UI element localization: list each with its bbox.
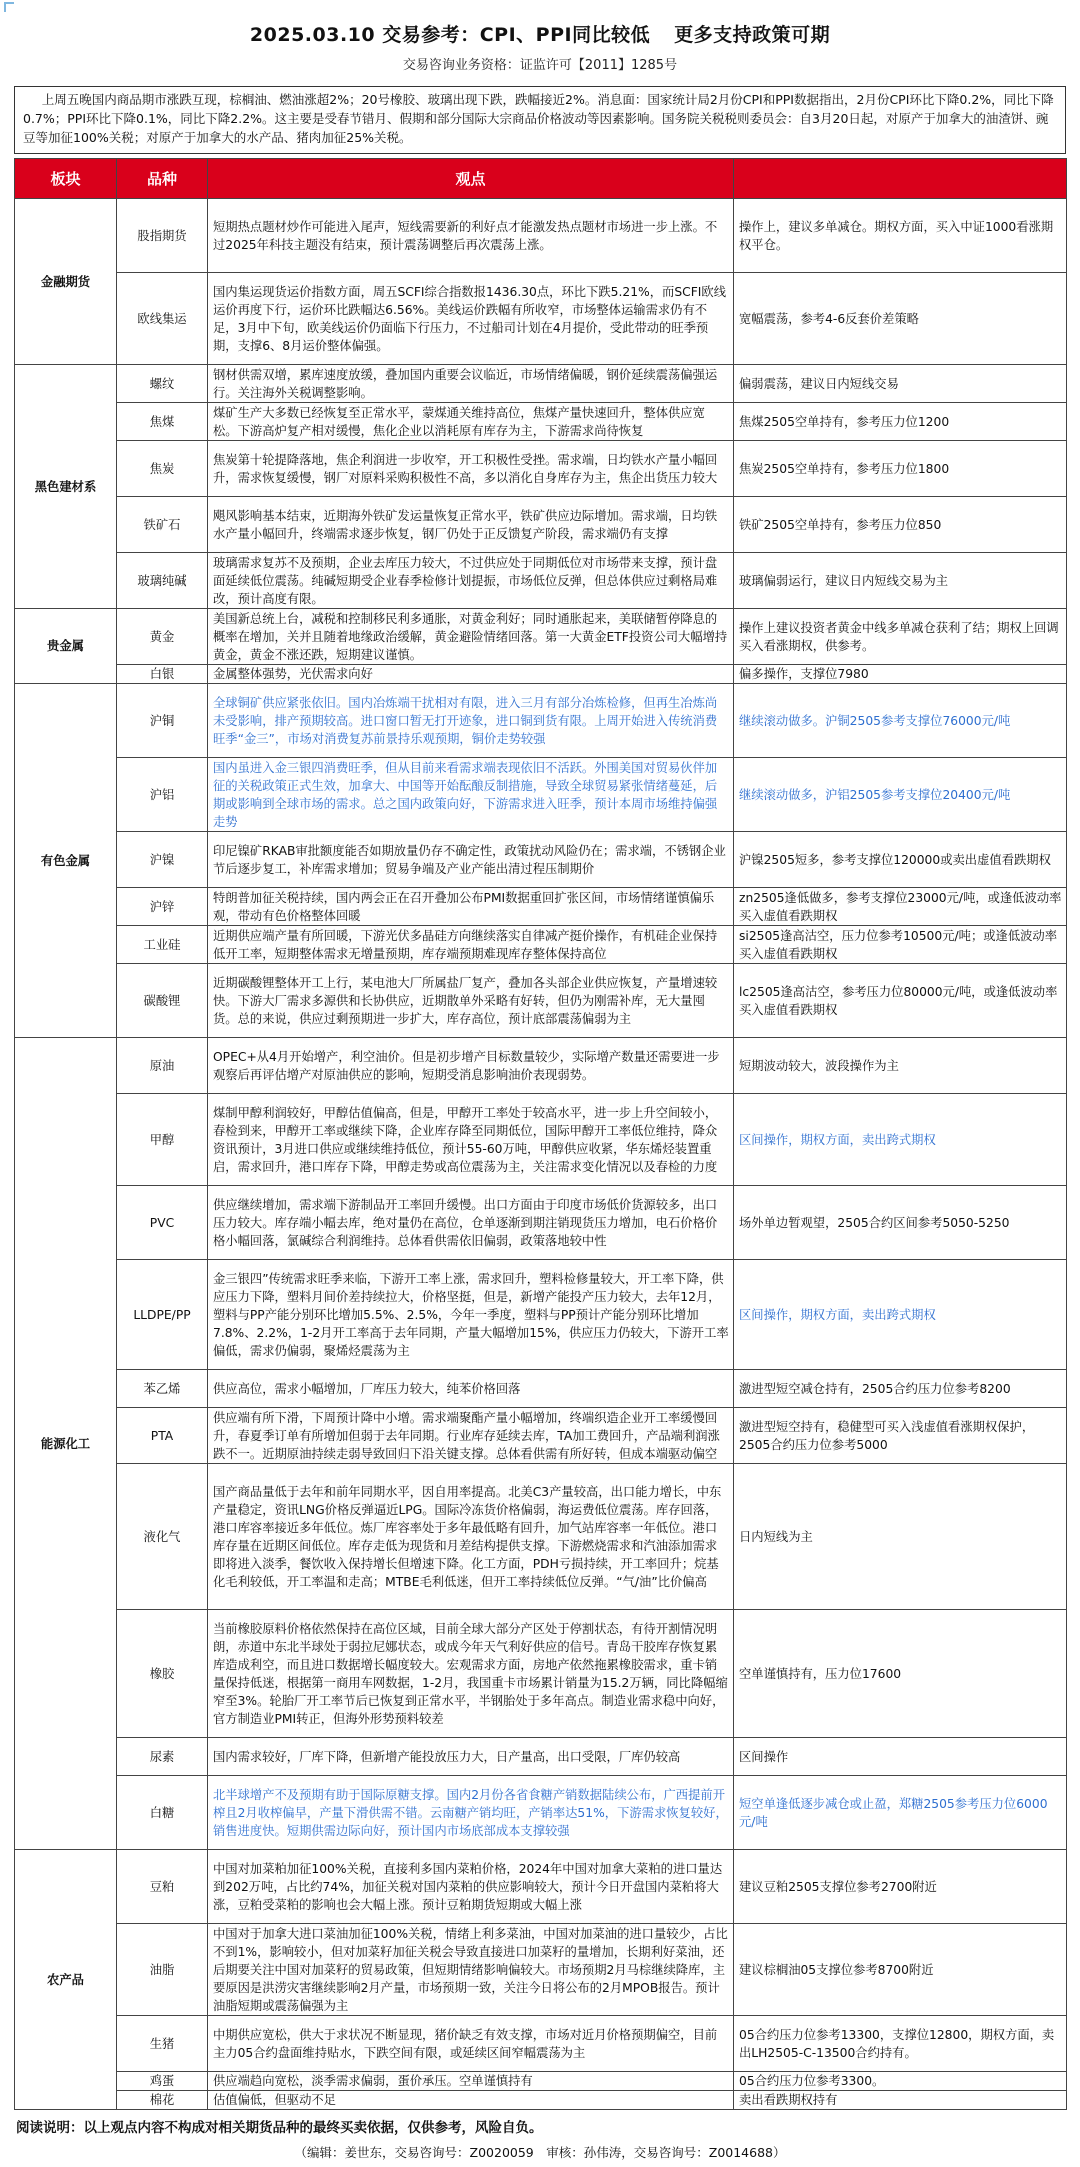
table-row [15, 926, 1067, 964]
product-cell: 油脂 [117, 1924, 208, 2016]
suggestion-cell [734, 964, 1067, 1038]
product-cell: 欧线集运 [117, 273, 208, 365]
product-cell: PVC [117, 1186, 208, 1260]
editors-line: （编辑：姜世东，交易咨询号：Z0020059 审核：孙伟涛，交易咨询号：Z0014688） [294, 2145, 786, 2160]
view-cell [208, 1850, 734, 1924]
table-row [15, 1850, 1067, 1924]
suggestion-cell [734, 1094, 1067, 1186]
view-text: 中国对于加拿大进口菜油加征100%关税，情绪上利多菜油，中国对加菜油的进口量较少，占比不到1%，影响较小，但对加菜籽加征关税会导致直接进口加菜籽的量增加，长期利好菜油，还后期要关注中国对加菜籽的贸易政策，但短期情绪影响偏较大。市场预期2月马棕继续降库，主要原因是洪涝灾害继续影响2月产量，市场预期一致，关注今日将公布的2月MPOB报告。预计油脂短期或震荡偏强为主 [213, 1926, 728, 2013]
view-cell [208, 553, 734, 609]
view-text: 近期碳酸锂整体开工上行，某电池大厂所属盐厂复产，叠加各头部企业供应恢复，产量增速较快。下游大厂需求多源供和长协供应，近期散单外采略有好转，但仍为刚需补库，无大量囤货。总的来说，供应过剩预期进一步扩大，库存高位，预计底部震荡偏弱为主 [213, 975, 718, 1026]
table-row [15, 2072, 1067, 2091]
suggestion-text: 操作上，建议多单减仓。期权方面，买入中证1000看涨期权平仓。 [739, 219, 1054, 252]
suggestion-cell [734, 1776, 1067, 1850]
suggestion-cell [734, 1186, 1067, 1260]
title-main: 2025.03.10 交易参考：CPI、PPI同比较低 [249, 24, 651, 46]
suggestion-text: 激进型短空持有，稳健型可买入浅虚值看涨期权保护，2505合约压力位参考5000 [739, 1419, 1035, 1452]
header-suggestion [734, 159, 1067, 199]
table-row [15, 1610, 1067, 1738]
suggestion-text: 卖出看跌期权持有 [739, 2093, 838, 2107]
view-text: 煤制甲醇利润较好，甲醇估值偏高，但是，甲醇开工率处于较高水平，进一步上升空间较小，春检到来，甲醇开工率或继续下降，企业库存降至同期低位，国际甲醇开工率低位维持，降众资讯预计，3月进口供应或继续维持低位，预计55-60万吨，甲醇供应收紧，华东烯烃装置重启，需求回升，港口库存下降，甲醇走势或高位震荡为主，关注需求变化情况以及春检的力度 [213, 1105, 718, 1174]
suggestion-text: 区间操作，期权方面，卖出跨式期权 [739, 1307, 936, 1322]
suggestion-cell [734, 553, 1067, 609]
view-text: 玻璃需求复苏不及预期，企业去库压力较大，不过供应处于同期低位对市场带来支撑，预计盘面延续低位震荡。纯碱短期受企业春季检修计划提振，市场低位反弹，但总体供应过剩格局难改，预计高度有限。 [213, 555, 718, 606]
suggestion-text: 铁矿2505空单持有，参考压力位850 [739, 517, 942, 532]
view-text: 供应高位，需求小幅增加，厂库压力较大，纯苯价格回落 [213, 1381, 521, 1396]
product-cell: PTA [117, 1408, 208, 1464]
suggestion-text: 短空单逢低逐步减仓或止盈，郑糖2505参考压力位6000元/吨 [739, 1796, 1048, 1829]
suggestion-text: 宽幅震荡，参考4-6反套价差策略 [739, 311, 919, 326]
suggestion-cell [734, 199, 1067, 273]
view-text: 国内集运现货运价指数方面，周五SCFI综合指数报1436.30点，环比下跌5.21%，而SCFI欧线运价再度下行，运价环比跌幅达6.56%。美线运价跌幅有所收窄，市场整体运输需求仍有不足，3月中下旬，欧美线运价仍面临下行压力，不过船司计划在4月提价，受此带动的旺季预期，支撑6、8月运价整体偏强。 [213, 284, 727, 353]
product-cell: 生猪 [117, 2016, 208, 2072]
table-row [15, 1776, 1067, 1850]
suggestion-cell [734, 888, 1067, 926]
view-cell [208, 1260, 734, 1370]
table-row [15, 684, 1067, 758]
product-cell: 沪铝 [117, 758, 208, 832]
suggestion-text: 建议棕榈油05支撑位参考8700附近 [739, 1962, 934, 1977]
product-cell: 豆粕 [117, 1850, 208, 1924]
view-cell [208, 888, 734, 926]
view-cell [208, 1186, 734, 1260]
suggestion-cell [734, 1408, 1067, 1464]
suggestion-text: 短期波动较大，波段操作为主 [739, 1058, 899, 1073]
table-row [15, 365, 1067, 403]
table-header-row [15, 159, 1067, 199]
table-row [15, 1186, 1067, 1260]
suggestion-text: 日内短线为主 [739, 1529, 813, 1544]
view-cell [208, 1408, 734, 1464]
table-row [15, 609, 1067, 665]
view-text: 钢材供需双增，累库速度放缓，叠加国内重要会议临近，市场情绪偏暖，钢价延续震荡偏强运行。关注海外关税调整影响。 [213, 367, 718, 400]
table-row [15, 199, 1067, 273]
suggestion-cell [734, 1464, 1067, 1610]
view-cell [208, 2016, 734, 2072]
table-row [15, 1094, 1067, 1186]
product-cell: 股指期货 [117, 199, 208, 273]
table-row [15, 273, 1067, 365]
sector-cell: 有色金属 [15, 684, 117, 1038]
product-cell: 尿素 [117, 1738, 208, 1776]
table-row [15, 964, 1067, 1038]
view-cell [208, 1370, 734, 1408]
view-cell [208, 1924, 734, 2016]
view-cell [208, 832, 734, 888]
table-row [15, 1464, 1067, 1610]
product-cell: 黄金 [117, 609, 208, 665]
suggestion-text: 偏弱震荡，建议日内短线交易 [739, 376, 899, 391]
view-cell [208, 273, 734, 365]
suggestion-cell [734, 1038, 1067, 1094]
suggestion-text: 继续滚动做多，沪铝2505参考支撑位20400元/吨 [739, 787, 1011, 802]
header-product: 品种 [117, 159, 208, 199]
suggestion-text: 05合约压力位参考3300。 [739, 2074, 885, 2088]
view-cell [208, 2091, 734, 2110]
table-row [15, 1038, 1067, 1094]
title-sub: 更多支持政策可期 [674, 24, 831, 46]
view-cell [208, 1610, 734, 1738]
header-sector: 板块 [15, 159, 117, 199]
suggestion-cell [734, 758, 1067, 832]
sector-cell: 黑色建材系 [15, 365, 117, 609]
suggestion-text: lc2505逢高沽空，参考压力位80000元/吨，或逢低波动率买入虚值看跌期权 [739, 984, 1058, 1017]
market-summary: 上周五晚国内商品期市涨跌互现，棕榈油、燃油涨超2%；20号橡胶、玻璃出现下跌，跌幅接近2%。消息面：国家统计局2月份CPI和PPI数据指出，2月份CPI环比下降0.2%，同比下降0.7%；PPI环比下降0.1%，同比下降2.2%。这主要是受春节错月、假期和部分国际大宗商品价格波动等因素影响。国务院关税税则委员会：自3月20日起，对原产于加拿大的油渣饼、豌豆等加征100%关税；对原产于加拿大的水产品、猪肉加征25%关税。 [14, 86, 1066, 154]
suggestion-cell [734, 609, 1067, 665]
view-text: 国产商品量低于去年和前年同期水平，因自用率提高。北美C3产量较高，出口能力增长，中东产量稳定，资讯LNG价格反弹逼近LPG。国际冷冻货价格偏弱，海运费低位震荡。库存回落，港口库容率接近多年低位。炼厂库容率处于多年最低略有回升，加气站库容率一年低位。港口库存量在近期区间低位。库存走低为现货和月差结构提供支撑。下游燃烧需求和汽油添加需求即将进入淡季，餐饮收入保持增长但增速下降。化工方面，PDH亏损持续，开工率回升；烷基化毛利较低，开工率温和走高；MTBE毛利低迷，但开工率持续低位反弹。“气/油”比价偏高 [213, 1484, 722, 1589]
table-row [15, 758, 1067, 832]
view-cell [208, 365, 734, 403]
suggestion-cell [734, 2091, 1067, 2110]
product-cell: 橡胶 [117, 1610, 208, 1738]
table-row [15, 665, 1067, 684]
sector-cell: 贵金属 [15, 609, 117, 684]
product-cell: 白银 [117, 665, 208, 684]
header-view: 观点 [208, 159, 734, 199]
suggestion-text: si2505逢高沽空，压力位参考10500元/吨；或逢低波动率买入虚值看跌期权 [739, 928, 1058, 961]
sector-cell: 农产品 [15, 1850, 117, 2110]
view-text: 当前橡胶原料价格依然保持在高位区域，目前全球大部分产区处于停割状态，有待开割情况明朗，赤道中东北半球处于弱拉尼娜状态，或成今年天气利好供应的信号。青岛干胶库存恢复累库造成利空，而且进口数据增长幅度较大。宏观需求方面，房地产依然拖累橡胶需求，重卡销量保持低迷，根据第一商用车网数据，1-2月，我国重卡市场累计销量为15.2万辆，同比降幅缩窄至3%。轮胎厂开工率节后已恢复到正常水平，半钢胎处于多年高点。制造业需求稳中向好，官方制造业PMI转正，但海外形势预料较差 [213, 1621, 728, 1726]
table-row [15, 832, 1067, 888]
suggestion-cell [734, 273, 1067, 365]
suggestion-cell [734, 403, 1067, 441]
product-cell: 玻璃纯碱 [117, 553, 208, 609]
product-cell: 原油 [117, 1038, 208, 1094]
product-cell: 沪镍 [117, 832, 208, 888]
reference-table [14, 158, 1067, 2110]
sector-cell: 金融期货 [15, 199, 117, 365]
table-row [15, 1924, 1067, 2016]
view-cell [208, 926, 734, 964]
table-row [15, 1408, 1067, 1464]
product-cell: 沪铜 [117, 684, 208, 758]
corner-mark [4, 2, 14, 12]
product-cell: 沪锌 [117, 888, 208, 926]
suggestion-text: 场外单边暂观望，2505合约区间参考5050-5250 [739, 1215, 1010, 1230]
view-text: 中期供应宽松，供大于求状况不断显现，猪价缺乏有效支撑，市场对近月价格预期偏空，目前主力05合约盘面维持贴水，下跌空间有限，或延续区间窄幅震荡为主 [213, 2027, 718, 2060]
view-cell [208, 199, 734, 273]
suggestion-cell [734, 1924, 1067, 2016]
suggestion-text: 偏多操作，支撑位7980 [739, 667, 869, 681]
view-cell [208, 403, 734, 441]
view-cell [208, 2072, 734, 2091]
suggestion-text: 建议豆粕2505支撑位参考2700附近 [739, 1879, 937, 1894]
suggestion-cell [734, 1260, 1067, 1370]
suggestion-text: 沪镍2505短多，参考支撑位120000或卖出虚值看跌期权 [739, 852, 1051, 867]
view-text: 金三银四”传统需求旺季来临，下游开工率上涨，需求回升，塑料检修量较大，开工率下降，供应压力下降，塑料月间价差持续拉大，价格坚挺，但是，新增产能投产压力较大，去年12月，塑料与PP产能分别环比增加5.5%、2.5%，今年一季度，塑料与PP预计产能分别环比增加7.8%、2.2%，1-2月开工率高于去年同期，产量大幅增加15%，供应压力仍较大，下游开工率偏低，需求仍偏弱，聚烯烃震荡为主 [213, 1271, 729, 1358]
view-text: 供应端趋向宽松，淡季需求偏弱，蛋价承压。空单谨慎持有 [213, 2074, 533, 2088]
view-cell [208, 1776, 734, 1850]
table-row [15, 2016, 1067, 2072]
suggestion-text: 区间操作 [739, 1749, 789, 1764]
view-cell [208, 1464, 734, 1610]
product-cell: 焦炭 [117, 441, 208, 497]
sector-cell: 能源化工 [15, 1038, 117, 1850]
suggestion-cell [734, 684, 1067, 758]
table-row [15, 2091, 1067, 2110]
view-text: 国内虽进入金三银四消费旺季，但从目前来看需求端表现依旧不活跃。外围美国对贸易伙伴加征的关税政策正式生效，加拿大、中国等开始酝酿反制措施，导致全球贸易紧张情绪蔓延，后期或影响到全球市场的需求。总之国内政策向好，下游需求进入旺季，预计本周市场维持偏强走势 [213, 760, 718, 829]
view-cell [208, 609, 734, 665]
suggestion-cell [734, 2072, 1067, 2091]
product-cell: 碳酸锂 [117, 964, 208, 1038]
suggestion-text: 焦煤2505空单持有，参考压力位1200 [739, 414, 950, 429]
view-cell [208, 684, 734, 758]
view-cell [208, 497, 734, 553]
product-cell: LLDPE/PP [117, 1260, 208, 1370]
view-text: 供应端有所下滑，下周预计降中小增。需求端聚酯产量小幅增加，终端织造企业开工率缓慢回升，春夏季订单有所增加但弱于去年同期。行业库存延续去库，TA加工费回升，产品端利润涨跌不一。近期原油持续走弱导致回归下沿关键支撑。总体看供需有所好转，但成本端驱动偏空 [213, 1410, 720, 1461]
product-cell: 苯乙烯 [117, 1370, 208, 1408]
product-cell: 工业硅 [117, 926, 208, 964]
suggestion-text: 05合约压力位参考13300，支撑位12800，期权方面，卖出LH2505-C-13500合约持有。 [739, 2027, 1055, 2060]
suggestion-text: zn2505逢低做多，参考支撑位23000元/吨，或逢低波动率买入虚值看跌期权 [739, 890, 1062, 923]
view-cell [208, 964, 734, 1038]
table-row [15, 1370, 1067, 1408]
table-row [15, 441, 1067, 497]
view-text: 特朗普加征关税持续，国内两会正在召开叠加公布PMI数据重回扩张区间，市场情绪谨慎偏乐观，带动有色价格整体回暖 [213, 890, 715, 923]
view-text: 美国新总统上台，减税和控制移民利多通胀，对黄金利好；同时通胀起来，美联储暂停降息的概率在增加，关并且随着地缘政治缓解，黄金避险情绪回落。第一大黄金ETF投资公司大幅增持黄金，黄金不涨还跌，短期建议谨慎。 [213, 611, 728, 662]
table-row [15, 1738, 1067, 1776]
suggestion-cell [734, 1370, 1067, 1408]
table-row [15, 888, 1067, 926]
suggestion-cell [734, 665, 1067, 684]
table-row [15, 1260, 1067, 1370]
suggestion-cell [734, 1850, 1067, 1924]
view-text: 焦炭第十轮提降落地，焦企利润进一步收窄，开工积极性受挫。需求端，日均铁水产量小幅回升，需求恢复缓慢，钢厂对原料采购积极性不高，多以消化自身库存为主，焦企出货压力较大 [213, 452, 718, 485]
view-text: 中国对加菜粕加征100%关税，直接利多国内菜粕价格，2024年中国对加拿大菜粕的进口量达到202万吨，占比约74%，加征关税对国内菜粕的供应影响较大，预计今日开盘国内菜粕将大涨，豆粕受菜粕的影响也会大幅上涨。预计豆粕期货短期或大幅上涨 [213, 1861, 723, 1912]
suggestion-cell [734, 365, 1067, 403]
view-text: OPEC+从4月开始增产，利空油价。但是初步增产目标数量较少，实际增产数量还需要进一步观察后再评估增产对原油供应的影响，短期受消息影响油价表现弱势。 [213, 1049, 720, 1082]
table-row [15, 497, 1067, 553]
view-text: 全球铜矿供应紧张依旧。国内冶炼端干扰相对有限，进入三月有部分冶炼检修，但再生冶炼尚未受影响，排产预期较高。进口窗口暂无打开迹象，进口铜到货有限。上周开始进入传统消费旺季“金三”，市场对消费复苏前景持乐观预期，铜价走势较强 [213, 695, 718, 746]
suggestion-cell [734, 1610, 1067, 1738]
suggestion-cell [734, 441, 1067, 497]
suggestion-cell [734, 832, 1067, 888]
view-text: 短期热点题材炒作可能进入尾声，短线需要新的利好点才能激发热点题材市场进一步上涨。不过2025年科技主题没有结束，预计震荡调整后再次震荡上涨。 [213, 219, 718, 252]
view-text: 近期供应端产量有所回暖，下游光伏多晶硅方向继续落实自律减产挺价操作，有机硅企业保持低开工率，短期整体需求无增量预期，库存端预期难现库存整体保持高位 [213, 928, 718, 961]
product-cell: 鸡蛋 [117, 2072, 208, 2091]
view-text: 印尼镍矿RKAB审批额度能否如期放量仍存不确定性，政策扰动风险仍在；需求端，不锈钢企业节后逐步复工，补库需求增加；贸易争端及产业产能出清过程压制期价 [213, 843, 726, 876]
page-title [0, 20, 1080, 47]
product-cell: 焦煤 [117, 403, 208, 441]
view-text: 煤矿生产大多数已经恢复至正常水平，蒙煤通关维持高位，焦煤产量快速回升，整体供应宽松。下游高炉复产相对缓慢，焦化企业以消耗原有库存为主，下游需求尚待恢复 [213, 405, 705, 438]
view-text: 北半球增产不及预期有助于国际原糖支撑。国内2月份各省食糖产销数据陆续公布，广西提前开榨且2月收榨偏早，产量下滑供需不错。云南糖产销均旺，产销率达51%，下游需求恢复较好，销售进度快。短期供需边际向好，预计国内市场底部成本支撑较强 [213, 1787, 728, 1838]
view-text: 估值偏低，但驱动不足 [213, 2093, 336, 2107]
suggestion-cell [734, 926, 1067, 964]
suggestion-text: 激进型短空减仓持有，2505合约压力位参考8200 [739, 1381, 1011, 1396]
view-cell [208, 441, 734, 497]
view-cell [208, 665, 734, 684]
suggestion-cell [734, 2016, 1067, 2072]
product-cell: 棉花 [117, 2091, 208, 2110]
suggestion-cell [734, 1738, 1067, 1776]
suggestion-text: 继续滚动做多。沪铜2505参考支撑位76000元/吨 [739, 713, 1011, 728]
view-text: 飓风影响基本结束，近期海外铁矿发运量恢复正常水平，铁矿供应边际增加。需求端，日均铁水产量小幅回升，终端需求逐步恢复，钢厂仍处于正反馈复产阶段，需求端仍有支撑 [213, 508, 718, 541]
view-text: 供应继续增加，需求端下游制品开工率回升缓慢。出口方面由于印度市场低价货源较多，出口压力较大。库存端小幅去库，绝对量仍在高位，仓单逐渐到期注销现货压力增加，电石价格价格小幅回落，氯碱综合利润维持。总体看供需依旧偏弱，政策落地较中性 [213, 1197, 718, 1248]
suggestion-text: 空单谨慎持有，压力位17600 [739, 1666, 902, 1681]
table-row [15, 553, 1067, 609]
suggestion-text: 玻璃偏弱运行，建议日内短线交易为主 [739, 573, 949, 588]
suggestion-cell [734, 497, 1067, 553]
view-cell [208, 1094, 734, 1186]
view-cell [208, 1038, 734, 1094]
view-text: 国内需求较好，厂库下降，但新增产能投放压力大，日产量高，出口受限，厂库仍较高 [213, 1749, 681, 1764]
product-cell: 白糖 [117, 1776, 208, 1850]
license-line: 交易咨询业务资格：证监许可【2011】1285号 [402, 58, 678, 73]
product-cell: 甲醇 [117, 1094, 208, 1186]
view-cell [208, 1738, 734, 1776]
disclaimer: 阅读说明：以上观点内容不构成对相关期货品种的最终买卖依据，仅供参考，风险自负。 [16, 2120, 543, 2136]
table-row [15, 403, 1067, 441]
product-cell: 铁矿石 [117, 497, 208, 553]
view-cell [208, 758, 734, 832]
suggestion-text: 区间操作，期权方面，卖出跨式期权 [739, 1132, 936, 1147]
suggestion-text: 焦炭2505空单持有，参考压力位1800 [739, 461, 950, 476]
view-text: 金属整体强势，光伏需求向好 [213, 667, 373, 681]
product-cell: 螺纹 [117, 365, 208, 403]
suggestion-text: 操作上建议投资者黄金中线多单减仓获利了结；期权上回调买入看涨期权，供参考。 [739, 620, 1059, 653]
product-cell: 液化气 [117, 1464, 208, 1610]
